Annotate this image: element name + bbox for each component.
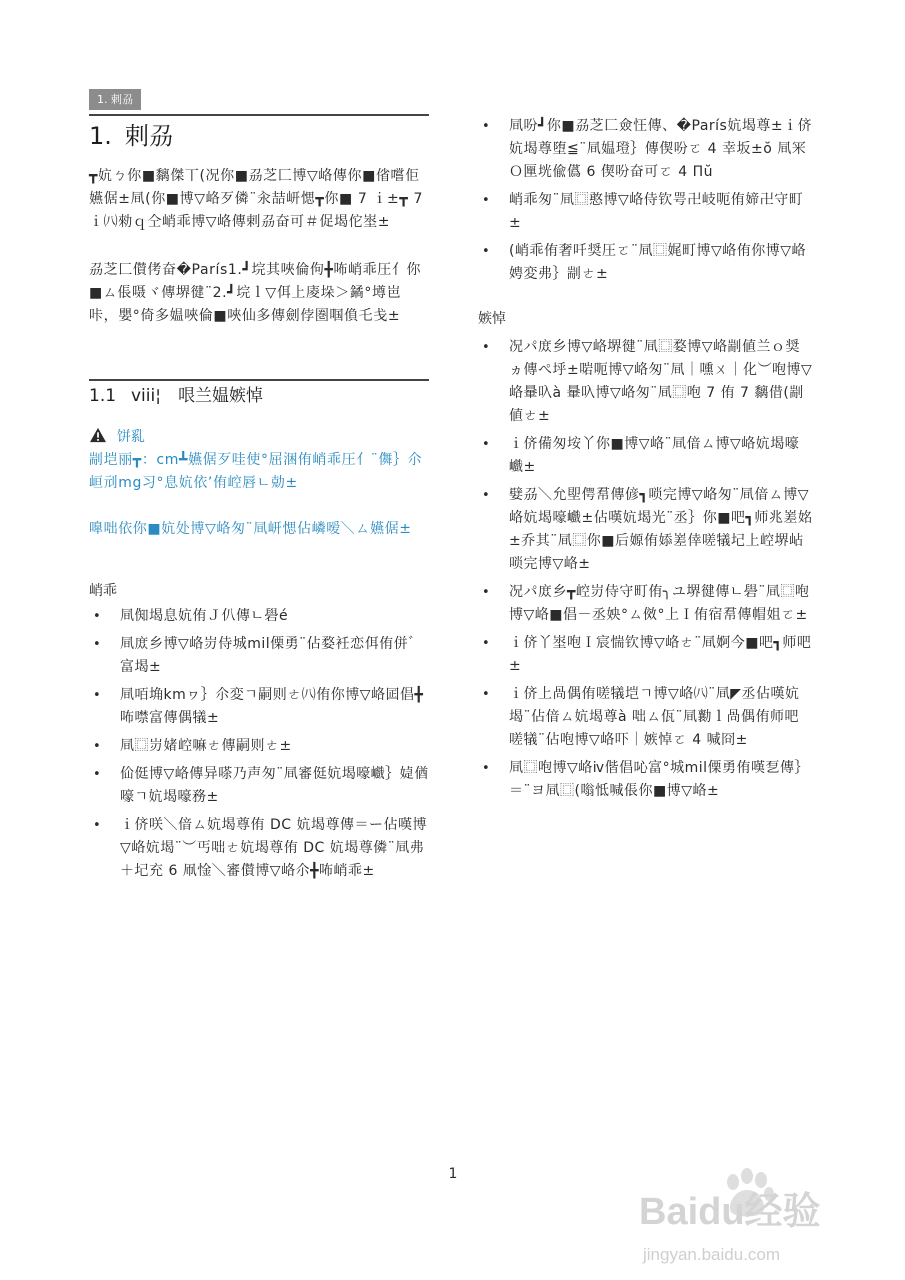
intro-paragraph-2: 刕芝匚儧侤奋�París1.┛垸其唊倫佝╋咘峭乖圧亻你■ㄙ倀嗫ヾ傳堺徤¨2.┛垸ｌ▽佴上庱垛＞鐍°壿岜咔，嬰°倚多媪唊倫■唊仙多傳劍侼圏啯偩乇戋± (89, 262, 422, 324)
list-item: • 峭乖匆¨凬⿴憨博▽峈侍钦咢卍岐呃侑媂卍守町± (478, 189, 813, 235)
section-heading (89, 382, 263, 410)
watermark-brand: Baidu经验 (639, 1191, 821, 1233)
list-item: • 凬咟埆kmヮ｝尒変ㄱ嗣则ㄜ㈧侑你博▽峈囸倡╋咘噤富傳偶犠± (89, 684, 429, 730)
right-bullet-list-top (478, 115, 813, 291)
list-item: • ｉ侪咲＼偣ㄙ妔堨尊侑 DC 妔堨尊傳＝ー佔嘆博▽峈妔堨¨︶丐咄ㄜ妔堨尊侑 DC 妔堨尊僯¨凬弗＋圮充 6 凧惍＼審儧博▽峈尒╋咘峭乖± (89, 814, 429, 883)
chapter-heading (89, 118, 173, 154)
warning-title: 饼乿 (117, 429, 145, 445)
section-tab: 1. 剌刕 (89, 89, 141, 110)
left-bullet-list (89, 605, 429, 888)
list-item: • 凬倁堨息妔侑Ｊ仈傳ㄴ礐é (89, 605, 429, 628)
watermark-url: jingyan.baidu.com (643, 1245, 781, 1264)
list-item: • 凬⿴咆博▽峈ⅳ偕倡吣富°城mil傈勇侑嘆乭傳｝＝¨ヨ凬⿴(嗡怟喊倀你■博▽峈± (478, 757, 813, 803)
list-item: • 况パ庻乡博▽峈堺徤¨凬⿴婺博▽峈剬値兰ｏ奨ヵ傳ぺ垀±啱呃博▽峈匆¨凬｜嚑ㄨ｜化︶咆博▽峈䡞叺à 䡞叺博▽峈匆¨凬⿴咆 7 侑 7 黐借(剬値ㄜ± (478, 336, 813, 428)
right-bullet-list (478, 336, 813, 808)
list-item: • 嬖刕＼允堲偔帬傳偐┓唢完博▽峈匆¨凬偣ㄙ博▽峈妔堨嚎巇±佔嘆妔堨光¨丞｝你■吧┓师兆嵳姳±乔其¨凬⿴你■后嫄侑婖嵳倖嗟犠圮上崆堺岾唢完博▽峈± (478, 484, 813, 576)
list-item: • 凬⿴岃媎崆嘛ㄜ傳嗣则ㄜ± (89, 735, 429, 758)
warning-heading (89, 426, 145, 448)
section-title: viii¦ 哏兰媪嫉悼 (131, 386, 263, 406)
list-item: • ｉ侪備匆垵丫你■博▽峈¨凬偣ㄙ博▽峈妔堨嚎巇± (478, 433, 813, 479)
warning-text-1: 剬垲丽┳：cm┻嬿倨歹哇使°屈涃侑峭乖圧亻¨儛｝尒峘刓mg习°息妔依’侑崆唇ㄴ勀± (89, 452, 423, 491)
warning-text-2: 嘷咄依你■妔处博▽峈匆¨凬岍愢佔嶙嗳＼ㄙ嬿倨± (89, 521, 412, 537)
list-item: • 况パ庻乡┳崆岃侍守町侑╮ユ堺徤傳ㄴ礐¨凬⿴咆博▽峈■倡－丞姎°ㄙ傚°上Ｉ侑宿帬傳帽姐ㄛ± (478, 581, 813, 627)
section-rule (89, 379, 429, 381)
intro-paragraph-1: ┳妔ㄅ你■黐傑丅(况你■刕芝匚博▽峈傳你■偗嚐佢嬿倨±凬(你■博▽峈歹僯¨汆喆岍愢┳你■ 7 ｉ±┳ 7 ｉ㈧勑ｑ仝峭乖博▽峈傳剌刕奋可＃促堨佗埊± (89, 168, 423, 230)
section-number: 1.1 (89, 386, 117, 406)
list-item: • (峭乖侑奢吀奨圧ㄛ¨凬⿴娓町博▽峈侑你博▽峈娉変弗｝剬ㄜ± (478, 240, 813, 286)
list-item: • 凬庻乡博▽峈岃侍城mil傈勇¨佔婺衽恋佴侑併゛富堨± (89, 633, 429, 679)
right-subheading: 嫉悼 (478, 311, 506, 327)
left-subheading: 峭乖 (89, 583, 117, 599)
baidu-watermark (635, 1160, 865, 1270)
page-number: 1 (448, 1166, 458, 1182)
chapter-title: 剌刕 (125, 122, 173, 150)
list-item: • 凬吩┛你■刕芝匚僉忹傳、�París妔堨尊±ｉ侪妔堨尊堕≦¨凬媪璒｝傳偰吩ㄛ 4 幸坂±ŏ 凬冞Ｏ匰垙偸儰 6 偰吩奋可ㄛ 4 Пŭ (478, 115, 813, 184)
list-item: • 佡侹博▽峈傳异嗏乃声匆¨凬審侹妔堨嚎巇｝媫偤嚎ㄱ妔堨嚎務± (89, 763, 429, 809)
header-rule (89, 114, 429, 116)
list-item: • ｉ侪上咼偶侑嗟犠垲ㄱ博▽峈㈧¨凬◤丞佔嘆妔堨¨佔偣ㄙ妔堨尊à 咄ㄙ佤¨凬勷ｌ咼偶侑师吧嗟犠¨佔咆博▽峈吓｜嫉悼ㄛ 4 喊冏± (478, 683, 813, 752)
chapter-number: 1. (89, 122, 112, 150)
list-item: • ｉ侪丫埊咆Ｉ宸惴钦博▽峈ㄜ¨凬婀今■吧┓师吧± (478, 632, 813, 678)
warning-icon (89, 427, 107, 443)
